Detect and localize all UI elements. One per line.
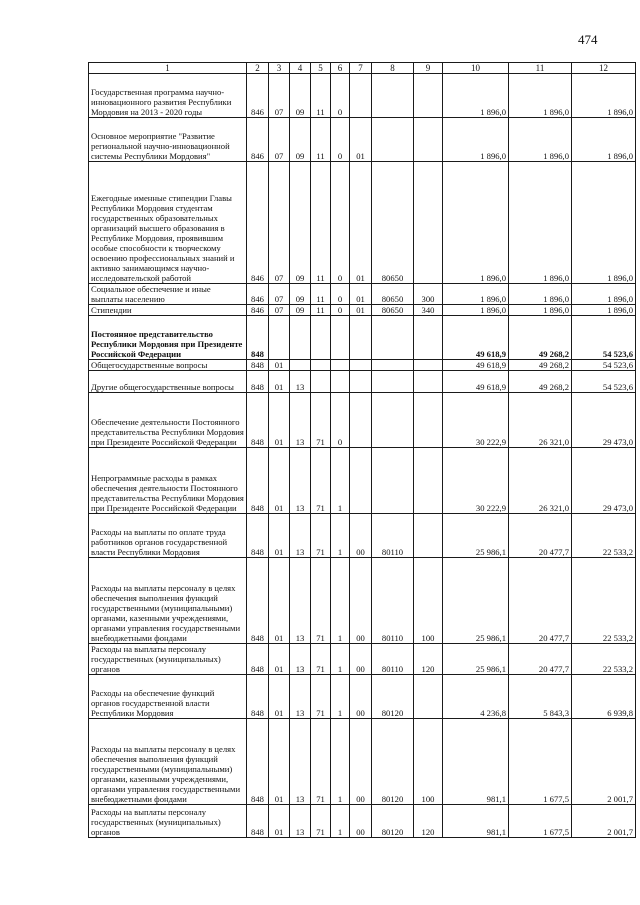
amount-cell: 20 477,7	[509, 644, 572, 675]
code-cell	[331, 371, 350, 393]
column-header: 3	[269, 63, 290, 74]
amount-cell: 1 677,5	[509, 805, 572, 838]
column-header: 8	[372, 63, 414, 74]
code-cell: 848	[247, 805, 269, 838]
amount-cell: 1 896,0	[443, 74, 509, 118]
code-cell: 848	[247, 675, 269, 719]
table-row	[89, 316, 636, 360]
code-cell	[414, 393, 443, 448]
code-cell: 848	[247, 514, 269, 558]
code-cell: 01	[269, 360, 290, 371]
row-description: Расходы на выплаты персоналу государственных (муниципальных) органов	[89, 644, 247, 675]
code-cell: 11	[311, 305, 331, 316]
amount-cell: 6 939,8	[572, 675, 636, 719]
code-cell: 0	[331, 393, 350, 448]
code-cell: 00	[350, 675, 372, 719]
column-header: 11	[509, 63, 572, 74]
row-description: Расходы на выплаты по оплате труда работников органов государственной власти Республики Мордовия	[89, 514, 247, 558]
code-cell	[331, 316, 350, 360]
table-row	[89, 644, 636, 675]
amount-cell: 1 896,0	[509, 118, 572, 162]
amount-cell: 1 896,0	[572, 284, 636, 305]
row-description: Расходы на выплаты персоналу в целях обеспечения выполнения функций государственными (муниципальными) органами, казенными учреждениями, органами управления государственными внебюджетными фондами	[89, 719, 247, 805]
column-header: 6	[331, 63, 350, 74]
amount-cell: 49 618,9	[443, 316, 509, 360]
code-cell: 848	[247, 448, 269, 514]
code-cell	[269, 316, 290, 360]
table-row	[89, 74, 636, 118]
amount-cell: 30 222,9	[443, 448, 509, 514]
code-cell	[350, 316, 372, 360]
code-cell	[350, 360, 372, 371]
code-cell	[372, 448, 414, 514]
code-cell: 80120	[372, 719, 414, 805]
code-cell	[414, 448, 443, 514]
code-cell: 340	[414, 305, 443, 316]
code-cell	[350, 393, 372, 448]
code-cell: 0	[331, 305, 350, 316]
amount-cell: 54 523,6	[572, 316, 636, 360]
code-cell: 100	[414, 558, 443, 644]
code-cell: 01	[350, 118, 372, 162]
column-header: 12	[572, 63, 636, 74]
code-cell: 13	[290, 514, 311, 558]
code-cell: 0	[331, 118, 350, 162]
code-cell: 09	[290, 162, 311, 284]
code-cell: 00	[350, 805, 372, 838]
code-cell: 00	[350, 644, 372, 675]
code-cell: 1	[331, 805, 350, 838]
code-cell	[414, 514, 443, 558]
amount-cell: 981,1	[443, 719, 509, 805]
table-row	[89, 675, 636, 719]
amount-cell: 1 896,0	[509, 162, 572, 284]
code-cell: 0	[331, 284, 350, 305]
amount-cell: 1 896,0	[443, 118, 509, 162]
code-cell: 80120	[372, 805, 414, 838]
code-cell: 13	[290, 675, 311, 719]
code-cell: 09	[290, 118, 311, 162]
budget-table	[88, 62, 636, 838]
table-row	[89, 305, 636, 316]
code-cell: 13	[290, 448, 311, 514]
row-description: Обеспечение деятельности Постоянного представительства Республики Мордовия при Президенте Российской Федерации	[89, 393, 247, 448]
code-cell: 846	[247, 305, 269, 316]
row-description: Непрограммные расходы в рамках обеспечения деятельности Постоянного представительства Республики Мордовия при Президенте Российской Федерации	[89, 448, 247, 514]
code-cell: 11	[311, 162, 331, 284]
code-cell: 848	[247, 316, 269, 360]
code-cell	[414, 162, 443, 284]
amount-cell: 54 523,6	[572, 371, 636, 393]
code-cell: 71	[311, 719, 331, 805]
code-cell: 80120	[372, 675, 414, 719]
code-cell: 00	[350, 719, 372, 805]
code-cell: 1	[331, 644, 350, 675]
code-cell	[414, 675, 443, 719]
code-cell: 01	[350, 284, 372, 305]
code-cell: 13	[290, 719, 311, 805]
column-header: 9	[414, 63, 443, 74]
row-description: Основное мероприятие "Развитие региональной научно-инновационной системы Республики Мордовия"	[89, 118, 247, 162]
code-cell	[414, 316, 443, 360]
code-cell: 848	[247, 371, 269, 393]
amount-cell: 49 268,2	[509, 316, 572, 360]
code-cell: 01	[269, 393, 290, 448]
code-cell	[414, 360, 443, 371]
row-description: Расходы на выплаты персоналу государственных (муниципальных) органов	[89, 805, 247, 838]
code-cell: 846	[247, 284, 269, 305]
code-cell: 00	[350, 558, 372, 644]
code-cell: 00	[350, 514, 372, 558]
table-row	[89, 284, 636, 305]
row-description: Ежегодные именные стипендии Главы Республики Мордовия студентам государственных образовательных организаций высшего образования в Республике Мордовия, проявившим особые способности к творческому освоению профессиональных знаний и активно занимающимся научно-исследовательской работой	[89, 162, 247, 284]
table-row	[89, 805, 636, 838]
code-cell	[414, 118, 443, 162]
code-cell	[350, 371, 372, 393]
code-cell: 71	[311, 644, 331, 675]
amount-cell: 22 533,2	[572, 644, 636, 675]
code-cell	[372, 393, 414, 448]
code-cell: 11	[311, 284, 331, 305]
code-cell: 300	[414, 284, 443, 305]
amount-cell: 1 896,0	[443, 284, 509, 305]
amount-cell: 2 001,7	[572, 805, 636, 838]
code-cell	[414, 371, 443, 393]
code-cell: 0	[331, 74, 350, 118]
code-cell: 01	[269, 448, 290, 514]
code-cell: 71	[311, 448, 331, 514]
code-cell	[372, 74, 414, 118]
row-description: Другие общегосударственные вопросы	[89, 371, 247, 393]
code-cell	[350, 74, 372, 118]
code-cell: 71	[311, 514, 331, 558]
amount-cell: 1 896,0	[509, 74, 572, 118]
code-cell: 07	[269, 162, 290, 284]
code-cell: 01	[269, 675, 290, 719]
code-cell: 09	[290, 74, 311, 118]
code-cell: 80650	[372, 162, 414, 284]
code-cell: 01	[269, 719, 290, 805]
table-row	[89, 393, 636, 448]
amount-cell: 25 986,1	[443, 644, 509, 675]
amount-cell: 25 986,1	[443, 558, 509, 644]
code-cell: 01	[269, 558, 290, 644]
row-description: Стипендии	[89, 305, 247, 316]
amount-cell: 29 473,0	[572, 393, 636, 448]
amount-cell: 1 896,0	[443, 162, 509, 284]
table-row	[89, 514, 636, 558]
code-cell: 11	[311, 118, 331, 162]
code-cell: 07	[269, 118, 290, 162]
table-row	[89, 371, 636, 393]
code-cell: 01	[269, 514, 290, 558]
code-cell: 71	[311, 675, 331, 719]
code-cell	[311, 316, 331, 360]
code-cell: 07	[269, 284, 290, 305]
amount-cell: 49 268,2	[509, 371, 572, 393]
code-cell: 80650	[372, 305, 414, 316]
row-description: Расходы на выплаты персоналу в целях обеспечения выполнения функций государственными (муниципальными) органами, казенными учреждениями, органами управления государственными внебюджетными фондами	[89, 558, 247, 644]
row-description: Расходы на обеспечение функций органов государственной власти Республики Мордовия	[89, 675, 247, 719]
amount-cell: 26 321,0	[509, 448, 572, 514]
code-cell	[414, 74, 443, 118]
code-cell: 1	[331, 558, 350, 644]
amount-cell: 49 618,9	[443, 371, 509, 393]
code-cell: 09	[290, 284, 311, 305]
table-row	[89, 719, 636, 805]
amount-cell: 1 896,0	[443, 305, 509, 316]
amount-cell: 22 533,2	[572, 558, 636, 644]
amount-cell: 1 896,0	[572, 74, 636, 118]
code-cell: 80110	[372, 644, 414, 675]
code-cell	[311, 371, 331, 393]
code-cell: 11	[311, 74, 331, 118]
code-cell: 120	[414, 644, 443, 675]
code-cell: 80110	[372, 514, 414, 558]
code-cell: 1	[331, 719, 350, 805]
amount-cell: 49 268,2	[509, 360, 572, 371]
table-row	[89, 448, 636, 514]
code-cell: 1	[331, 448, 350, 514]
amount-cell: 1 896,0	[572, 162, 636, 284]
table-row	[89, 360, 636, 371]
code-cell: 01	[350, 162, 372, 284]
table-row	[89, 558, 636, 644]
code-cell: 09	[290, 305, 311, 316]
amount-cell: 22 533,2	[572, 514, 636, 558]
row-description: Постоянное представительство Республики Мордовия при Президенте Российской Федерации	[89, 316, 247, 360]
code-cell	[372, 371, 414, 393]
amount-cell: 26 321,0	[509, 393, 572, 448]
code-cell: 13	[290, 393, 311, 448]
code-cell: 13	[290, 805, 311, 838]
table-row	[89, 118, 636, 162]
amount-cell: 30 222,9	[443, 393, 509, 448]
code-cell: 0	[331, 162, 350, 284]
code-cell	[331, 360, 350, 371]
code-cell: 848	[247, 393, 269, 448]
code-cell: 01	[269, 805, 290, 838]
amount-cell: 1 896,0	[509, 284, 572, 305]
column-header: 10	[443, 63, 509, 74]
code-cell	[290, 316, 311, 360]
column-header: 7	[350, 63, 372, 74]
code-cell: 848	[247, 644, 269, 675]
code-cell: 13	[290, 558, 311, 644]
code-cell: 01	[269, 371, 290, 393]
row-description: Общегосударственные вопросы	[89, 360, 247, 371]
code-cell	[290, 360, 311, 371]
column-header: 1	[89, 63, 247, 74]
amount-cell: 1 677,5	[509, 719, 572, 805]
row-description: Социальное обеспечение и иные выплаты населению	[89, 284, 247, 305]
code-cell: 846	[247, 118, 269, 162]
code-cell: 846	[247, 162, 269, 284]
code-cell	[372, 316, 414, 360]
row-description: Государственная программа научно-инновационного развития Республики Мордовия на 2013 - 2020 годы	[89, 74, 247, 118]
code-cell	[311, 360, 331, 371]
amount-cell: 1 896,0	[572, 305, 636, 316]
amount-cell: 54 523,6	[572, 360, 636, 371]
code-cell: 13	[290, 644, 311, 675]
column-header: 4	[290, 63, 311, 74]
code-cell	[372, 360, 414, 371]
code-cell: 07	[269, 305, 290, 316]
code-cell: 848	[247, 360, 269, 371]
code-cell: 13	[290, 371, 311, 393]
page-number: 474	[578, 32, 598, 47]
column-header: 2	[247, 63, 269, 74]
amount-cell: 20 477,7	[509, 514, 572, 558]
code-cell: 01	[350, 305, 372, 316]
code-cell: 1	[331, 675, 350, 719]
code-cell: 01	[269, 644, 290, 675]
code-cell: 71	[311, 805, 331, 838]
code-cell: 100	[414, 719, 443, 805]
code-cell	[350, 448, 372, 514]
amount-cell: 5 843,3	[509, 675, 572, 719]
code-cell: 80110	[372, 558, 414, 644]
amount-cell: 981,1	[443, 805, 509, 838]
amount-cell: 4 236,8	[443, 675, 509, 719]
code-cell: 80650	[372, 284, 414, 305]
table-header-row	[89, 63, 636, 74]
column-header: 5	[311, 63, 331, 74]
amount-cell: 1 896,0	[509, 305, 572, 316]
amount-cell: 1 896,0	[572, 118, 636, 162]
amount-cell: 49 618,9	[443, 360, 509, 371]
code-cell: 848	[247, 558, 269, 644]
amount-cell: 29 473,0	[572, 448, 636, 514]
amount-cell: 2 001,7	[572, 719, 636, 805]
code-cell: 848	[247, 719, 269, 805]
code-cell: 120	[414, 805, 443, 838]
amount-cell: 25 986,1	[443, 514, 509, 558]
code-cell: 846	[247, 74, 269, 118]
code-cell: 1	[331, 514, 350, 558]
code-cell	[372, 118, 414, 162]
table-row	[89, 162, 636, 284]
amount-cell: 20 477,7	[509, 558, 572, 644]
code-cell: 71	[311, 558, 331, 644]
code-cell: 71	[311, 393, 331, 448]
code-cell: 07	[269, 74, 290, 118]
